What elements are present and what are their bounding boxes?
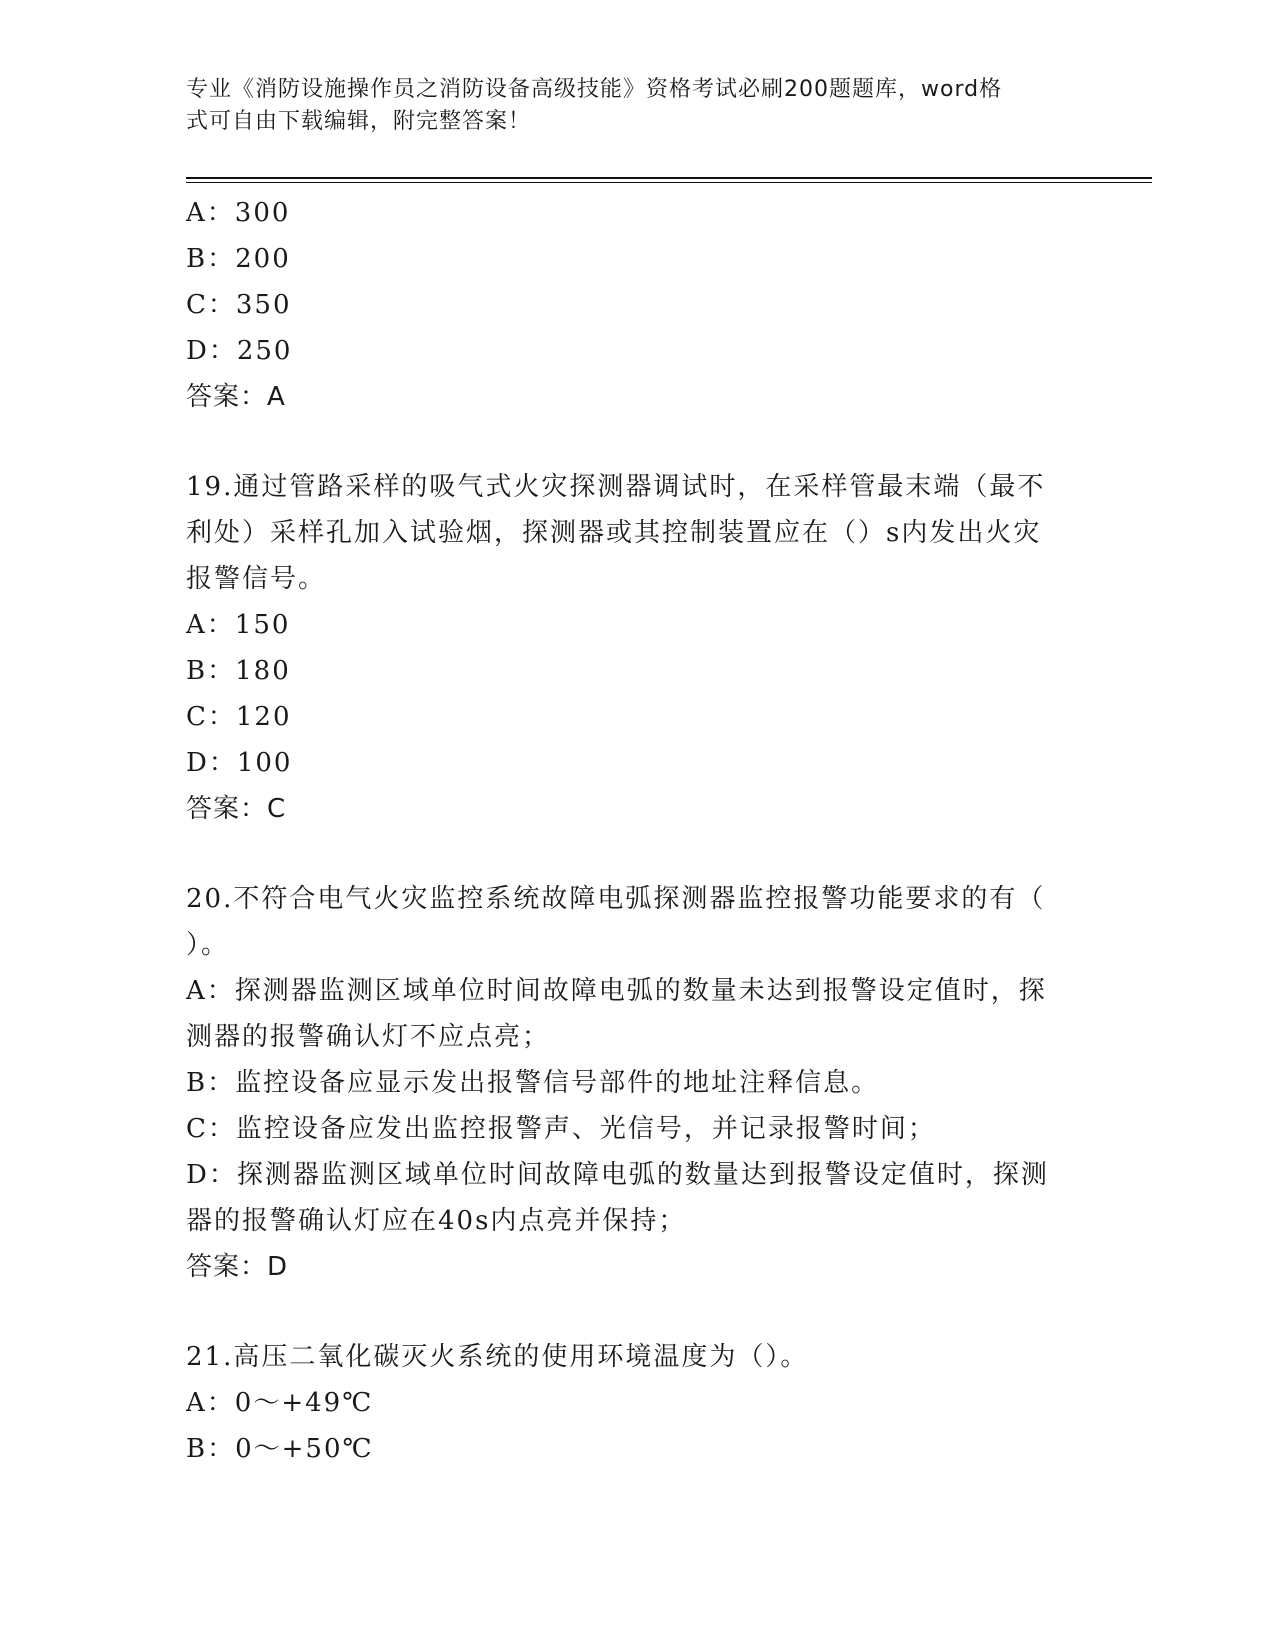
question-18 (186, 190, 1086, 420)
option-d: D：250 (186, 336, 293, 366)
question-19 (186, 464, 1086, 832)
question-20 (186, 876, 1086, 1290)
option-d: D：100 (186, 748, 293, 778)
option-c: C：350 (186, 290, 292, 320)
question-spacer (186, 1290, 1086, 1334)
option-a: A：探测器监测区域单位时间故障电弧的数量未达到报警设定值时，探 (186, 976, 1047, 1006)
question-spacer (186, 420, 1086, 464)
option-a: A：0～+49℃ (186, 1388, 374, 1418)
answer-20: 答案：D (186, 1252, 289, 1282)
header-divider-thin (186, 182, 1152, 183)
header-line-1: 专业《消防设施操作员之消防设备高级技能》资格考试必刷200题题库，word格 (186, 77, 1003, 102)
option-d-continued: 器的报警确认灯应在40s内点亮并保持； (186, 1206, 687, 1236)
question-stem-line: 19.通过管路采样的吸气式火灾探测器调试时，在采样管最末端（最不 (186, 472, 1046, 502)
header-line-2: 式可自由下载编辑，附完整答案！ (186, 109, 532, 134)
option-b: B：0～+50℃ (186, 1434, 374, 1464)
question-stem-line: 报警信号。 (186, 564, 327, 594)
answer-19: 答案：C (186, 794, 287, 824)
question-stem-line: 利处）采样孔加入试验烟，探测器或其控制装置应在（）s内发出火灾 (186, 518, 1042, 548)
option-d: D：探测器监测区域单位时间故障电弧的数量达到报警设定值时，探测 (186, 1160, 1049, 1190)
answer-18: 答案：A (186, 382, 286, 412)
question-stem-line: 20.不符合电气火灾监控系统故障电弧探测器监控报警功能要求的有（ (186, 884, 1046, 914)
question-stem-line: ）。 (186, 930, 230, 960)
option-b: B：180 (186, 656, 291, 686)
option-b: B：200 (186, 244, 291, 274)
option-b: B：监控设备应显示发出报警信号部件的地址注释信息。 (186, 1068, 880, 1098)
document-header (186, 74, 1066, 138)
question-spacer (186, 832, 1086, 876)
question-list (186, 190, 1086, 1472)
option-a: A：300 (186, 198, 291, 228)
option-c: C：监控设备应发出监控报警声、光信号，并记录报警时间； (186, 1114, 936, 1144)
question-21 (186, 1334, 1086, 1472)
option-c: C：120 (186, 702, 292, 732)
option-a: A：150 (186, 610, 291, 640)
question-stem-line: 21.高压二氧化碳灭火系统的使用环境温度为（）。 (186, 1342, 809, 1372)
header-divider-thick (186, 177, 1152, 179)
option-a-continued: 测器的报警确认灯不应点亮； (186, 1022, 551, 1052)
